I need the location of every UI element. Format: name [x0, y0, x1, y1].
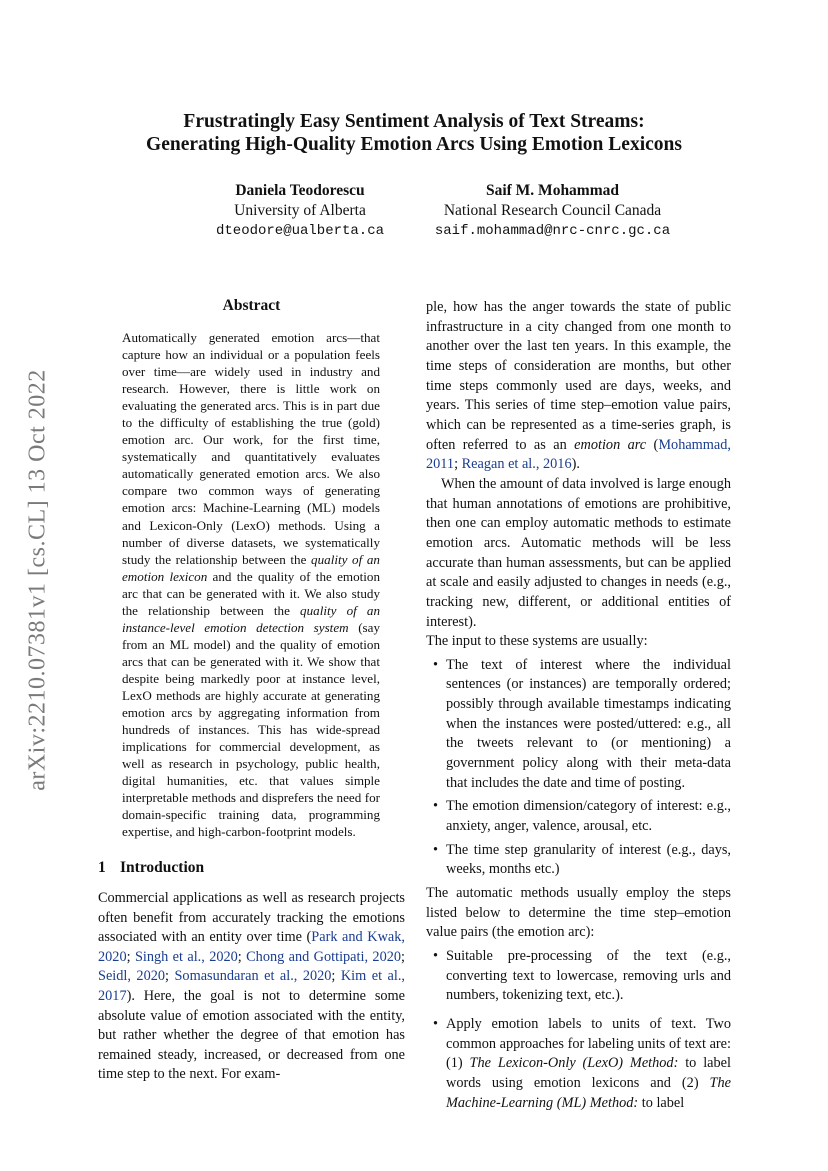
section-title: Introduction — [120, 859, 205, 876]
paper-title — [0, 110, 828, 156]
paragraph: The automatic methods usually employ the steps listed below to determine the time step–emotion value pairs (the emotion arc): — [426, 885, 731, 941]
right-column — [426, 298, 731, 1113]
bullet-icon: • — [433, 948, 439, 964]
list-item-text: Suitable pre-processing of the text (e.g., converting text to lowercase, removing urls and numbers, tokenizing text, etc.). — [446, 948, 731, 1004]
intro-text: ). Here, the goal is not to determine some absolute value of emotion associated with the entity, but rather whether the degree of that emotion has remained steady, increased, or decreased from one time step to the next. For exam- — [98, 987, 405, 1083]
arxiv-sidebar — [8, 300, 68, 860]
arxiv-identifier[interactable]: arXiv:2210.07381v1 [cs.CL] 13 Oct 2022 — [24, 369, 51, 791]
title-line-2: Generating High-Quality Emotion Arcs Using Emotion Lexicons — [146, 134, 682, 155]
abstract-part: and the quality of the emotion arc that can be generated with it. We also study the relationship between the — [122, 568, 380, 618]
method-emphasis: The Machine-Learning (ML) Method: — [446, 1074, 731, 1111]
paragraph-text: ( — [646, 436, 659, 453]
section-number: 1 — [98, 859, 106, 876]
list-item-text: The time step granularity of interest (e.g., days, weeks, months etc.) — [446, 841, 731, 878]
abstract-part: Automatically generated emotion arcs—that capture how an individual or a population feels over time—are widely used in industry and research. However, there is little work on evaluating the generated arcs. This is in part due to the difficulty of establishing the true (gold) emotion arc. Our work, for the first time, systematically and quantitatively evaluates automatically generated emotion arcs. We also compare two common ways of generating emotion arcs: Machine-Learning (ML) models and Lexicon-Only (LexO) methods. Using a number of diverse datasets, we systematically study the relationship between the — [122, 330, 380, 567]
author-email[interactable]: saif.mohammad@nrc-cnrc.gc.ca — [434, 223, 671, 239]
paragraph-text: ple, how has the anger towards the state of public infrastructure in a city changed from one month to another over the last ten years. In this example, the time steps of consideration are months, but other time steps commonly used are days, weeks, and years. This series of time step–emotion value pairs, which can be represented as a time-series graph, is often referred to as an — [426, 299, 731, 453]
section-heading — [98, 859, 204, 877]
citation-link[interactable]: Park and Kwak, 2020 — [98, 929, 405, 965]
citation-separator: ; — [331, 968, 341, 985]
title-line-1: Frustratingly Easy Sentiment Analysis of Text Streams: — [183, 111, 645, 132]
steps-list — [426, 947, 731, 1113]
citation-separator: ; — [401, 948, 405, 965]
abstract-emphasis: quality of an instance-level emotion detection system — [122, 602, 380, 635]
citation-link[interactable]: Kim et al., 2017 — [98, 968, 405, 1004]
abstract-heading: Abstract — [222, 297, 281, 314]
intro-paragraph — [98, 889, 405, 1085]
list-item — [426, 797, 731, 836]
list-item — [426, 1015, 731, 1113]
citation-link[interactable]: Chong and Gottipati, 2020 — [246, 948, 402, 965]
list-item-text: to label words using emotion lexicons and (2) — [446, 1055, 731, 1091]
author-name: Daniela Teodorescu — [235, 182, 365, 199]
paragraph: The input to these systems are usually: — [426, 633, 648, 650]
citation-separator: ; — [165, 968, 175, 985]
citation-link[interactable]: Somasundaran et al., 2020 — [174, 968, 332, 985]
abstract-text — [122, 329, 380, 840]
author-email[interactable]: dteodore@ualberta.ca — [215, 223, 385, 239]
bullet-icon: • — [433, 841, 439, 858]
term-emphasis: emotion arc — [574, 436, 647, 453]
list-item-text: The text of interest where the individual sentences (or instances) are temporally ordered; possibly through available timestamps indicating when the instances were posted/uttered: e.g., all the tweets relevant to (or mentioning) a government policy along with their meta-data that includes the date and time of posting. — [446, 656, 731, 791]
list-item — [426, 656, 731, 794]
bullet-icon: • — [433, 1015, 439, 1032]
citation-separator: ; — [454, 456, 462, 473]
paragraph: When the amount of data involved is large enough that human annotations of emotions are prohibitive, then one can employ automatic methods to estimate emotion arcs. Automatic methods will be less accurate than human assessments, but can be applied at scale and easily adjusted to changes in needs (e.g., tracking new, different, or additional entities of interest). — [426, 475, 731, 630]
citation-link[interactable]: Mohammad, 2011 — [426, 436, 731, 473]
list-item — [426, 947, 731, 1006]
author-block-1 — [170, 181, 430, 241]
list-item-text: to label — [638, 1094, 685, 1111]
input-list — [426, 656, 731, 880]
intro-text: Commercial applications as well as research projects often benefit from accurately tracking the emotions associated with an entity over time ( — [98, 890, 405, 946]
paragraph — [426, 298, 731, 475]
author-name: Saif M. Mohammad — [485, 182, 620, 199]
method-emphasis: The Lexicon-Only (LexO) Method: — [469, 1055, 679, 1072]
author-block-2 — [410, 181, 695, 241]
abstract-emphasis: quality of an emotion lexicon — [122, 551, 380, 584]
author-affiliation: University of Alberta — [234, 202, 366, 219]
bullet-icon: • — [433, 656, 439, 673]
author-affiliation: National Research Council Canada — [443, 202, 662, 219]
paragraph-text: ). — [571, 456, 580, 473]
list-item — [426, 841, 731, 880]
citation-link[interactable]: Seidl, 2020 — [98, 968, 166, 985]
list-item-text: The emotion dimension/category of interest: e.g., anxiety, anger, valence, arousal, etc. — [446, 798, 731, 835]
list-item-text: Apply emotion labels to units of text. Two common approaches for labeling units of text are: (1) — [446, 1015, 731, 1072]
citation-link[interactable]: Singh et al., 2020 — [134, 948, 238, 965]
citation-separator: ; — [126, 948, 135, 965]
citation-separator: ; — [237, 948, 247, 965]
bullet-icon: • — [433, 798, 439, 815]
citation-link[interactable]: Reagan et al., 2016 — [461, 456, 572, 473]
abstract-part: (say from an ML model) and the quality of emotion arcs that can be generated with it. We show that despite being markedly poor at instance level, LexO methods are highly accurate at generating emotion arcs by aggregating information from hundreds of instances. This has wide-spread implications for commercial development, as well as research in psychology, public health, digital humanities, etc. that values simple interpretable methods and disprefers the need for domain-specific training data, programming expertise, and high-carbon-footprint models. — [122, 619, 381, 840]
